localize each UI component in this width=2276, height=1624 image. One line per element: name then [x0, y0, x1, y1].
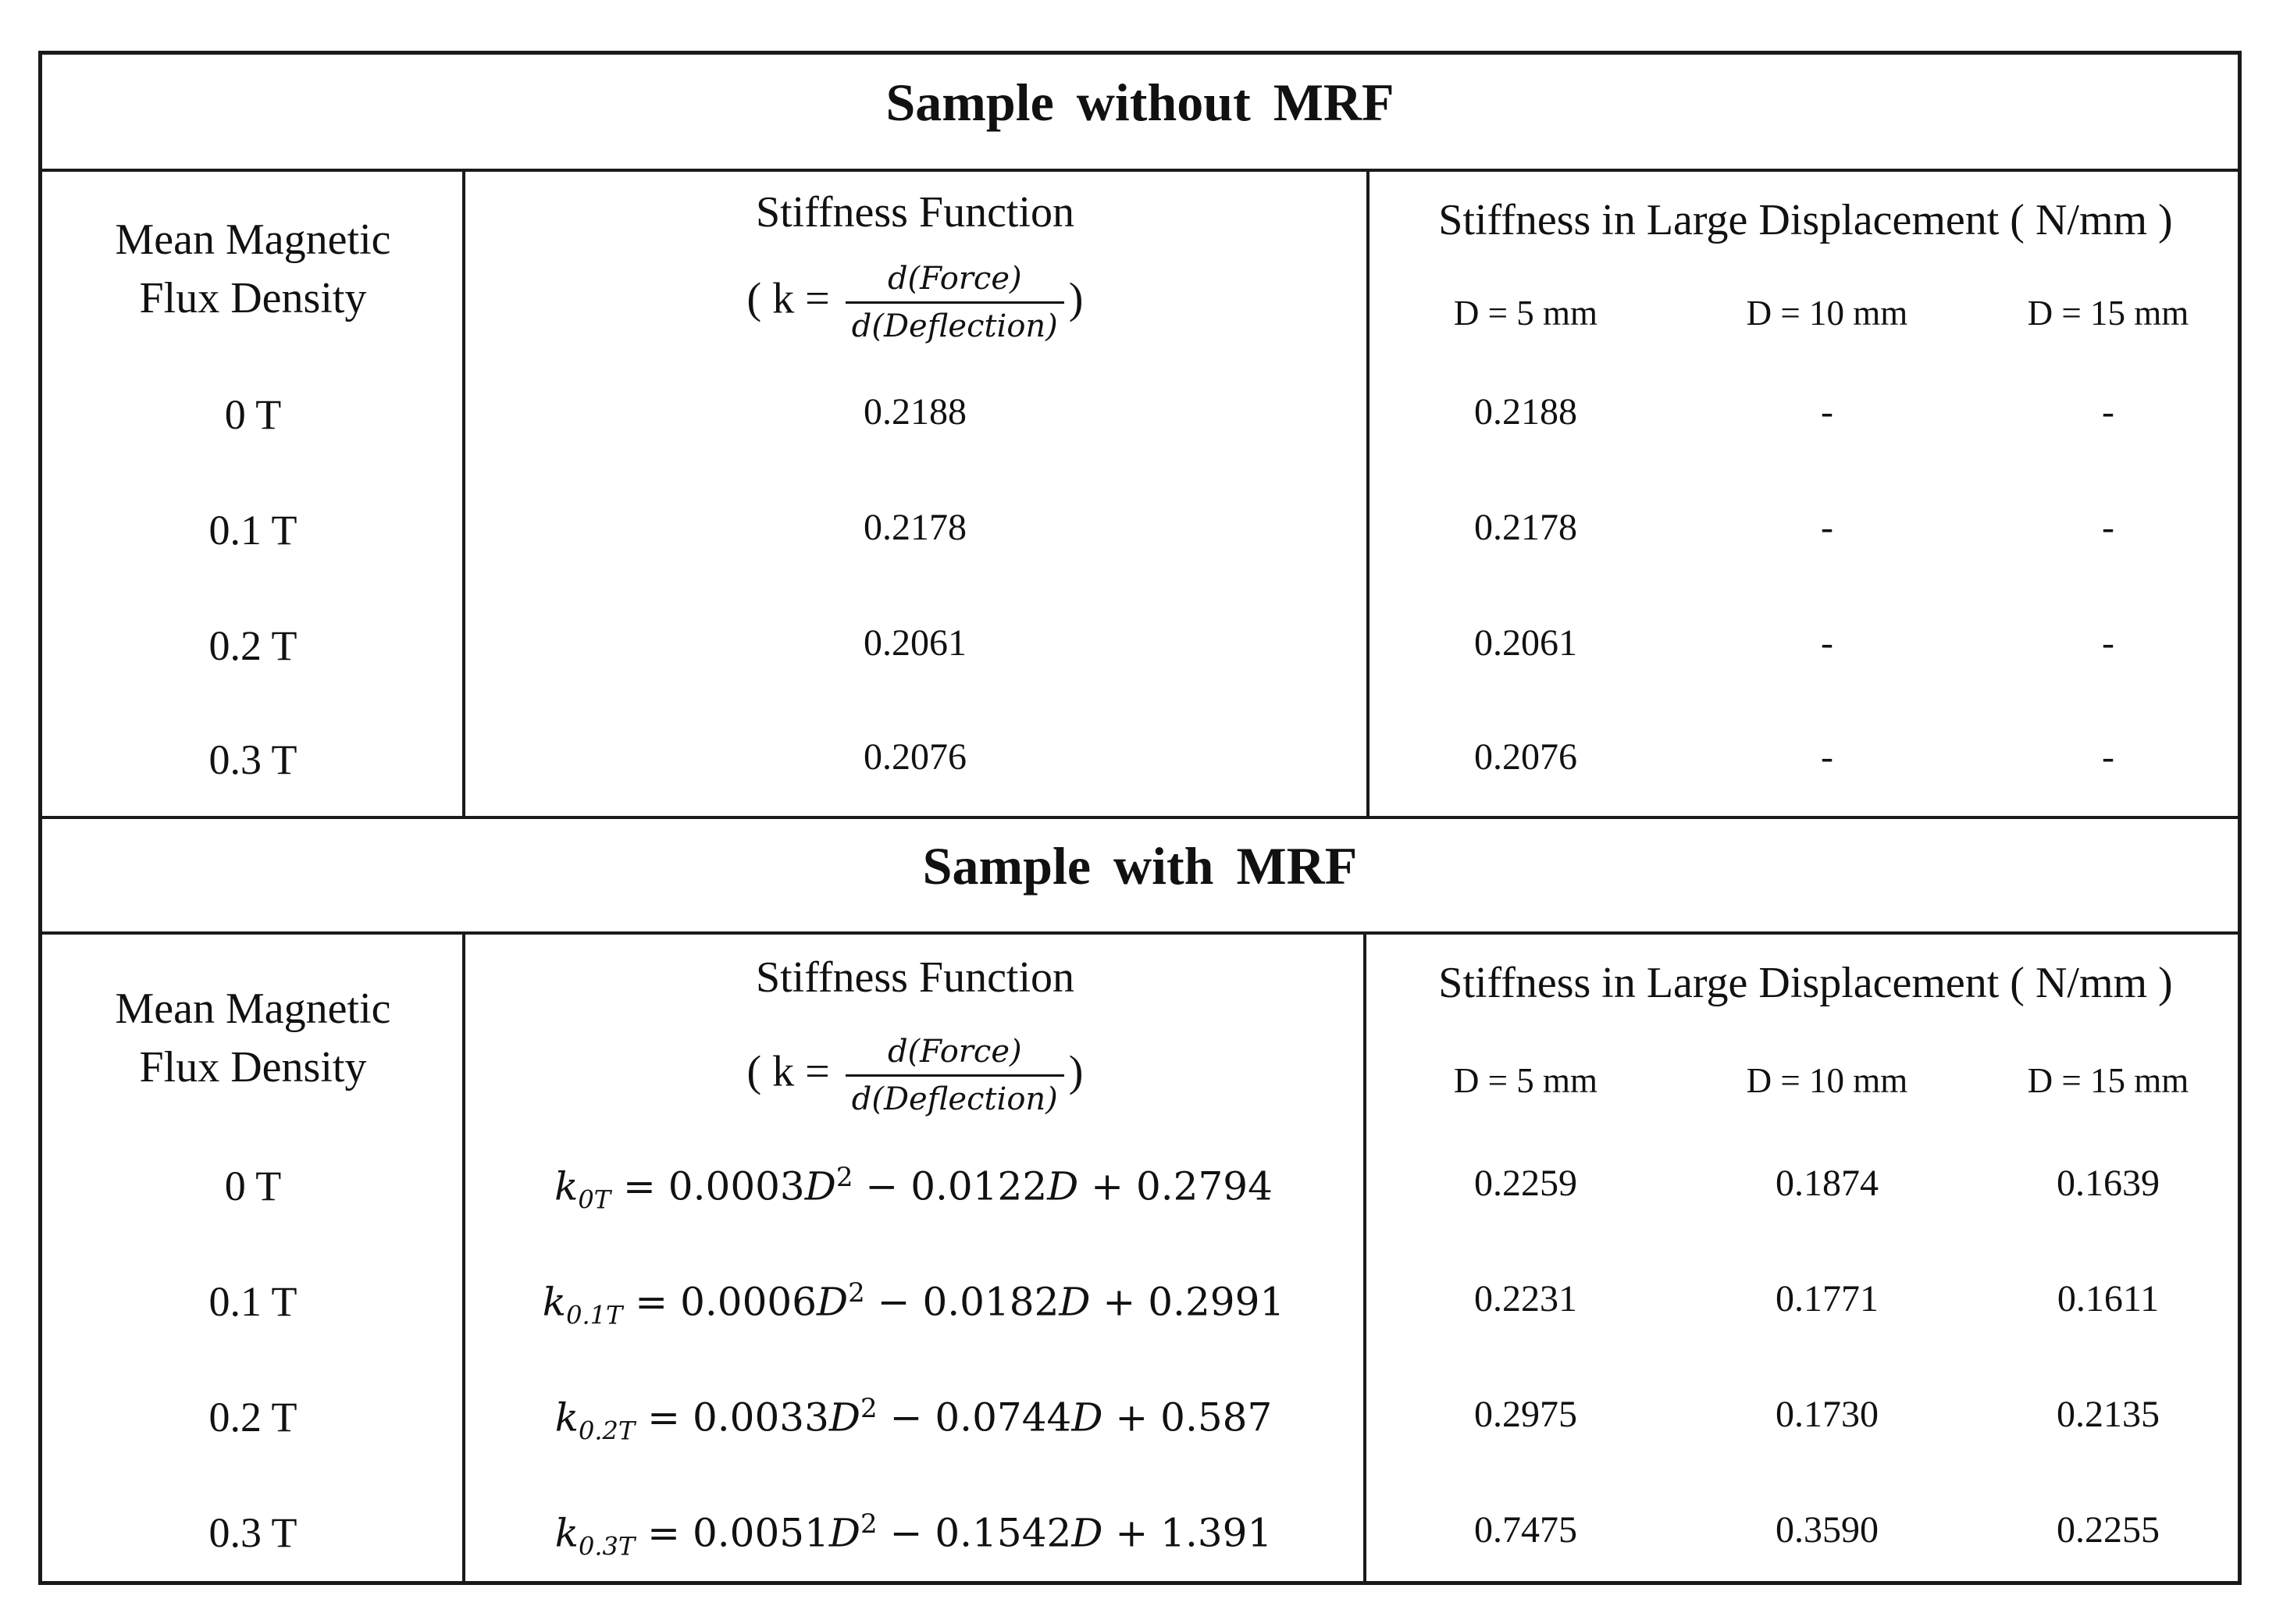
- formula-close: ): [1068, 1047, 1084, 1096]
- d5-value: 0.2231: [1474, 1278, 1577, 1320]
- eq-var: D: [817, 1279, 849, 1325]
- eq-coef-b: 0.0182: [922, 1279, 1060, 1325]
- eq-plus: +: [1115, 1510, 1149, 1556]
- col-header-line: Mean Magnetic: [115, 985, 391, 1033]
- stiffness-value: 0.2061: [864, 622, 967, 664]
- eq-var: D: [828, 1394, 861, 1441]
- stiffness-value: 0.2178: [864, 507, 967, 548]
- d10-value: -: [1821, 391, 1833, 433]
- formula-numerator: d(Force): [846, 256, 1064, 304]
- formula-open: ( k =: [746, 274, 830, 323]
- sub-header-d10: D = 10 mm: [1746, 294, 1908, 333]
- formula-close: ): [1068, 274, 1084, 323]
- d5-value: 0.2178: [1474, 507, 1577, 548]
- sub-header-d15: D = 15 mm: [2027, 1061, 2189, 1100]
- flux-value: 0.1 T: [208, 507, 297, 554]
- col-header-stiffness-function: Stiffness Function: [755, 953, 1075, 1002]
- divider: [42, 816, 2238, 819]
- d10-value: 0.1771: [1776, 1278, 1879, 1320]
- formula-fraction: [846, 256, 1064, 349]
- eq-coef-c: 1.391: [1160, 1510, 1273, 1556]
- eq-exponent: 2: [860, 1508, 878, 1540]
- eq-subscript: 0.3T: [579, 1531, 636, 1562]
- eq-exponent: 2: [848, 1277, 865, 1309]
- d5-value: 0.2188: [1474, 391, 1577, 433]
- eq-subscript: 0T: [578, 1184, 611, 1215]
- stiffness-value: 0.2076: [864, 736, 967, 778]
- eq-var: D: [804, 1163, 836, 1209]
- eq-coef-a: 0.0003: [668, 1163, 805, 1209]
- stiffness-formula: [464, 256, 1366, 349]
- d5-value: 0.7475: [1474, 1509, 1577, 1551]
- sub-header-d5: D = 5 mm: [1453, 294, 1598, 333]
- d15-value: 0.2135: [2057, 1394, 2160, 1435]
- eq-coef-c: 0.2991: [1148, 1279, 1285, 1325]
- flux-value: 0 T: [224, 391, 282, 438]
- d15-value: -: [2102, 736, 2114, 778]
- flux-value: 0.3 T: [208, 736, 297, 783]
- flux-value: 0.2 T: [208, 622, 297, 669]
- formula-fraction: [846, 1029, 1064, 1122]
- col-header-line: Mean Magnetic: [115, 215, 391, 264]
- col-header-stiffness-function: Stiffness Function: [755, 188, 1075, 237]
- sub-header-d15: D = 15 mm: [2027, 294, 2189, 333]
- eq-exponent: 2: [860, 1393, 878, 1424]
- eq-coef-a: 0.0033: [692, 1394, 829, 1441]
- section-title-with-mrf: Sample with MRF: [922, 836, 1358, 896]
- d10-value: -: [1821, 622, 1833, 664]
- eq-subscript: 0.2T: [579, 1416, 636, 1446]
- eq-symbol-k: k: [554, 1163, 579, 1209]
- d15-value: -: [2102, 507, 2114, 548]
- eq-var: D: [1071, 1510, 1103, 1556]
- sub-header-d5: D = 5 mm: [1453, 1061, 1598, 1100]
- flux-value: 0.1 T: [208, 1278, 297, 1325]
- eq-coef-b: 0.0744: [935, 1394, 1072, 1441]
- formula-numerator: d(Force): [846, 1029, 1064, 1077]
- eq-symbol-k: k: [554, 1510, 579, 1556]
- formula-denominator: d(Deflection): [851, 308, 1058, 344]
- d10-value: 0.1730: [1776, 1394, 1879, 1435]
- sub-header-d10: D = 10 mm: [1746, 1061, 1908, 1100]
- stiffness-equation: [464, 1277, 1363, 1330]
- col-header-line: Flux Density: [139, 1043, 367, 1092]
- stiffness-formula: [464, 1029, 1366, 1122]
- stiffness-equation: [464, 1393, 1363, 1446]
- eq-symbol-k: k: [542, 1279, 567, 1325]
- eq-var: D: [828, 1510, 861, 1556]
- flux-value: 0.3 T: [208, 1509, 297, 1556]
- d5-value: 0.2076: [1474, 736, 1577, 778]
- eq-plus: +: [1091, 1163, 1124, 1209]
- col-header-line: Flux Density: [139, 274, 367, 322]
- section-title-without-mrf: Sample without MRF: [885, 73, 1394, 132]
- column-divider: [1366, 170, 1370, 816]
- eq-plus: +: [1115, 1394, 1149, 1441]
- eq-var: D: [1059, 1279, 1091, 1325]
- eq-coef-a: 0.0051: [692, 1510, 829, 1556]
- eq-coef-b: 0.0122: [910, 1163, 1048, 1209]
- eq-minus: −: [877, 1279, 910, 1325]
- eq-equals: =: [635, 1279, 668, 1325]
- d5-value: 0.2975: [1474, 1394, 1577, 1435]
- d15-value: -: [2102, 622, 2114, 664]
- eq-plus: +: [1102, 1279, 1136, 1325]
- stiffness-value: 0.2188: [864, 391, 967, 433]
- col-header-flux-density: [42, 980, 464, 1097]
- eq-minus: −: [865, 1163, 899, 1209]
- d5-value: 0.2061: [1474, 622, 1577, 664]
- d5-value: 0.2259: [1474, 1163, 1577, 1204]
- d15-value: 0.1639: [2057, 1163, 2160, 1204]
- d10-value: -: [1821, 507, 1833, 548]
- formula-open: ( k =: [746, 1047, 830, 1096]
- eq-symbol-k: k: [554, 1394, 579, 1441]
- eq-minus: −: [889, 1394, 923, 1441]
- d15-value: 0.1611: [2057, 1278, 2160, 1320]
- eq-subscript: 0.1T: [566, 1300, 623, 1330]
- eq-coef-c: 0.587: [1160, 1394, 1273, 1441]
- flux-value: 0 T: [224, 1163, 282, 1209]
- stiffness-equation: [464, 1162, 1363, 1215]
- col-header-large-displacement: Stiffness in Large Displacement ( N/mm ): [1438, 196, 2173, 244]
- divider: [42, 931, 2238, 935]
- eq-coef-c: 0.2794: [1135, 1163, 1273, 1209]
- eq-equals: =: [647, 1394, 681, 1441]
- d10-value: 0.1874: [1776, 1163, 1879, 1204]
- eq-var: D: [1047, 1163, 1079, 1209]
- results-table: [38, 51, 2242, 1585]
- formula-denominator: d(Deflection): [851, 1081, 1058, 1117]
- d10-value: 0.3590: [1776, 1509, 1879, 1551]
- eq-equals: =: [622, 1163, 656, 1209]
- divider: [42, 169, 2238, 172]
- d15-value: 0.2255: [2057, 1509, 2160, 1551]
- eq-coef-a: 0.0006: [680, 1279, 817, 1325]
- eq-var: D: [1071, 1394, 1103, 1441]
- eq-minus: −: [889, 1510, 923, 1556]
- col-header-large-displacement: Stiffness in Large Displacement ( N/mm ): [1438, 959, 2173, 1007]
- eq-coef-b: 0.1542: [935, 1510, 1072, 1556]
- eq-exponent: 2: [835, 1162, 853, 1193]
- d10-value: -: [1821, 736, 1833, 778]
- eq-equals: =: [647, 1510, 681, 1556]
- d15-value: -: [2102, 391, 2114, 433]
- flux-value: 0.2 T: [208, 1394, 297, 1441]
- col-header-flux-density: [42, 211, 464, 328]
- stiffness-equation: [464, 1508, 1363, 1562]
